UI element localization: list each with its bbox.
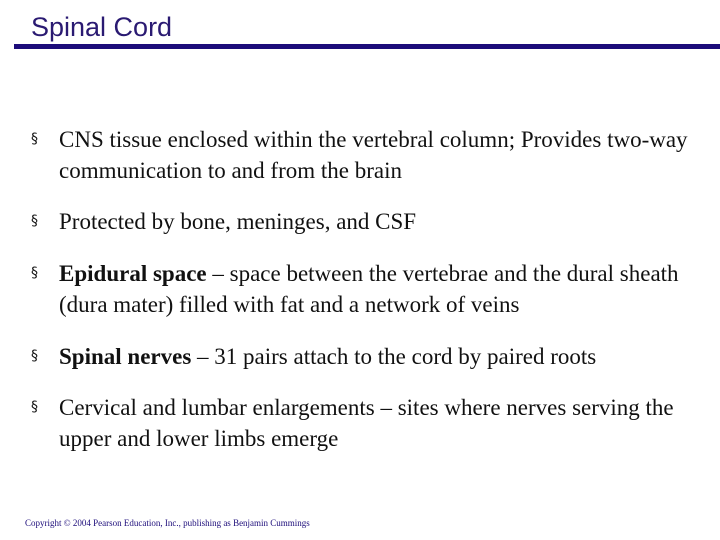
square-bullet-icon: § — [31, 348, 38, 364]
bullet-item-cns-tissue — [31, 124, 691, 186]
square-bullet-icon: § — [31, 399, 38, 415]
slide-title: Spinal Cord — [31, 12, 173, 42]
bullet-text — [59, 206, 691, 237]
bullet-text — [59, 392, 691, 454]
square-bullet-icon: § — [31, 131, 38, 147]
square-bullet-icon: § — [31, 265, 38, 281]
bullet-text — [59, 258, 691, 320]
bullet-text-body: CNS tissue enclosed within the vertebral column; Provides two-way communication to and from the brain — [59, 127, 688, 183]
bullet-item-epidural-space — [31, 258, 691, 320]
bullet-text — [59, 341, 691, 372]
bullet-text-body: – 31 pairs attach to the cord by paired roots — [191, 344, 597, 369]
bullet-item-enlargements — [31, 392, 691, 454]
bullet-text — [59, 124, 691, 186]
square-bullet-icon: § — [31, 213, 38, 229]
bullet-term: Epidural space — [59, 261, 207, 286]
bullet-item-protection — [31, 206, 691, 237]
copyright-notice: Copyright © 2004 Pearson Education, Inc., publishing as Benjamin Cummings — [25, 518, 310, 528]
bullet-text-body: Cervical and lumbar enlargements – sites where nerves serving the upper and lower limbs emerge — [59, 395, 674, 451]
bullet-term: Spinal nerves — [59, 344, 192, 369]
bullet-item-spinal-nerves — [31, 341, 691, 372]
bullet-text-body: – space between the vertebrae and the dural sheath (dura mater) filled with fat and a network of veins — [59, 261, 679, 317]
bullet-text-body: Protected by bone, meninges, and CSF — [59, 209, 417, 234]
